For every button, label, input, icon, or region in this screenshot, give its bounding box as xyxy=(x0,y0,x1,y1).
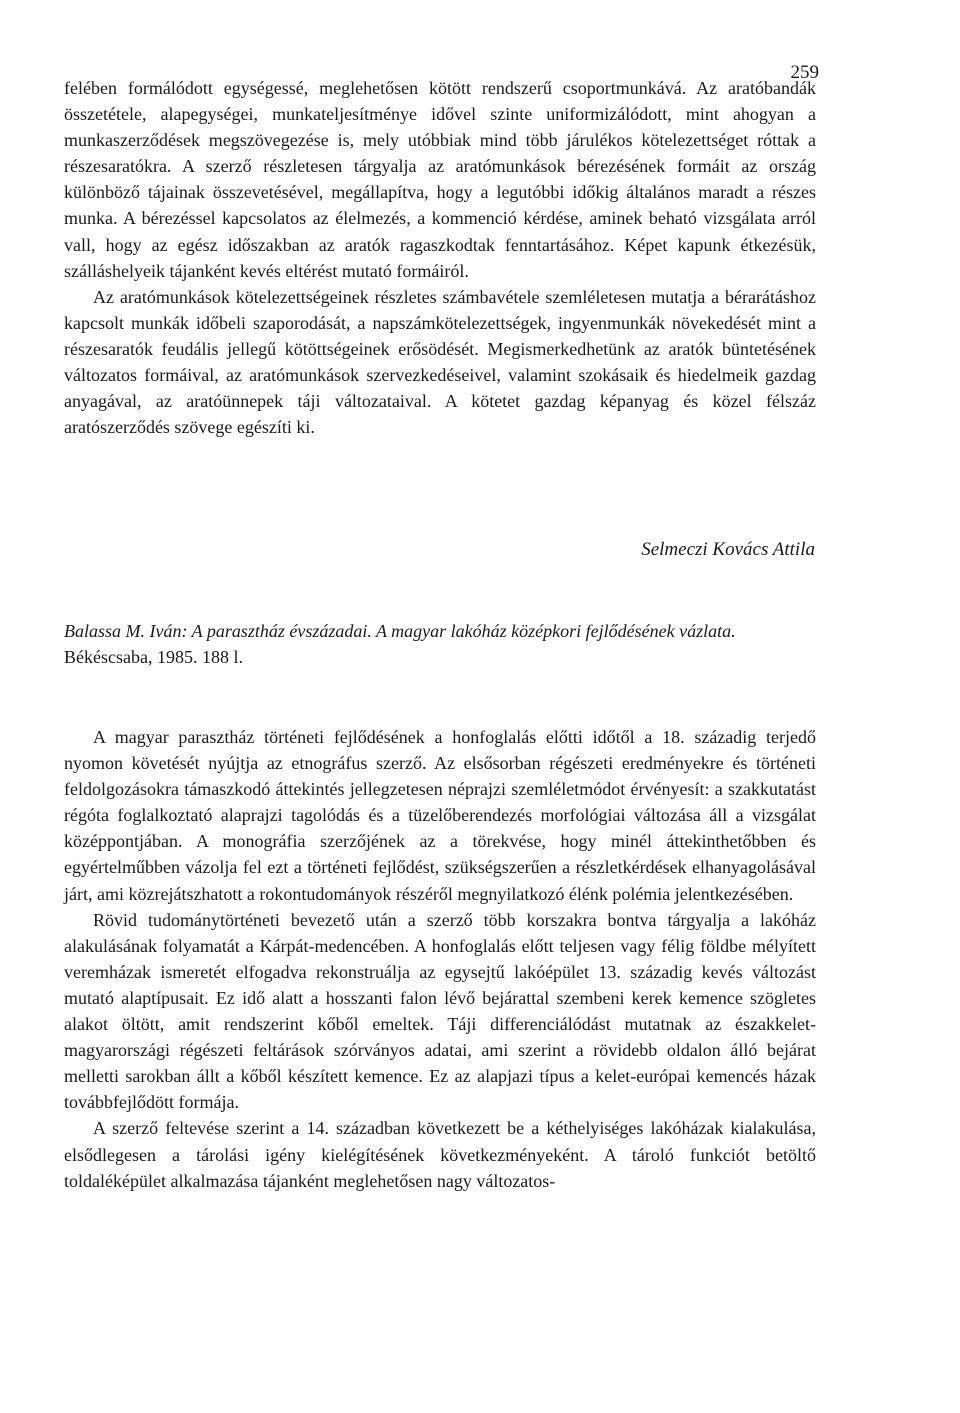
review-1-signature: Selmeczi Kovács Attila xyxy=(641,539,815,560)
book-citation xyxy=(64,618,824,670)
page-number: 259 xyxy=(790,62,819,83)
review-1-paragraph-1: felében formálódott egységessé, meglehetősen kötött rendszerű csoportmunkává. Az aratóbandák összetétele, alapegységei, munkateljesítménye idővel szinte uniformizálódott, mint ahogyan a munkaszerződések megszövegezése is, mely utóbbiak mind több járulékos kötelezettséget róttak a részesaratókra. A szerző részletesen tárgyalja az aratómunkások bérezésének formáit az ország különböző tájainak összevetésével, megállapítva, hogy a legutóbbi időkig általános maradt a részes munka. A bérezéssel kapcsolatos az élelmezés, a kommenció kérdése, aminek beható vizsgálata arról vall, hogy az egész időszakban az aratók ragaszkodtak fenntartásához. Képet kapunk étkezésük, szálláshelyeik tájanként kevés eltérést mutató formáiról. xyxy=(64,78,816,281)
review-2-paragraph-1: A magyar parasztház történeti fejlődésének a honfoglalás előtti időtől a 18. századig terjedő nyomon követését nyújtja az etnográfus szerző. Az elsősorban régészeti eredményekre és történeti feldolgozásokra támaszkodó áttekintés jellegzetesen néprajzi szemléletmódot érvényesít: a szakkutatást régóta foglalkoztató alaprajzi tagolódás és a tüzelőberendezés morfológiai változása áll a vizsgálat középpontjában. A monográfia szerzőjének az a törekvése, hogy minél áttekinthetőbben és egyértelműbben vázolja fel ezt a történeti fejlődést, szükségszerűen a részletkérdések elhanyagolásával járt, ami közrejátszhatott a rokontudományok részéről megnyilatkozó élénk polémia jelentkezésében. xyxy=(64,727,816,904)
review-2-paragraph-3: A szerző feltevése szerint a 14. században következett be a kéthelyiséges lakóházak kialakulása, elsődlegesen a tárolási igény kielégítésének következményeként. A tároló funkciót betöltő toldaléképület alkalmazása tájanként meglehetősen nagy változatos- xyxy=(64,1118,816,1191)
review-1-paragraph-2: Az aratómunkások kötelezettségeinek részletes számbavétele szemléletesen mutatja a bérarátáshoz kapcsolt munkák időbeli szaporodását, a napszámkötelezettségek, ingyenmunkák növekedését mint a részesaratók feudális jellegű kötöttségeinek erősödését. Megismerkedhetünk az aratók büntetésének változatos formáival, az aratómunkások szervezkedéseivel, valamint szokásaik és hiedelmeik gazdag anyagával, az aratóünnepek táji változataival. A kötetet gazdag képanyag és közel félszáz aratószerződés szövege egészíti ki. xyxy=(64,286,816,438)
review-2-paragraph-2: Rövid tudománytörténeti bevezető után a szerző több korszakra bontva tárgyalja a lakóház alakulásának folyamatát a Kárpát-medencében. A honfoglalás előtt teljesen vagy félig földbe mélyített veremházak ismeretét elfogadva rekonstruálja az egysejtű lakóépület 13. századig kevés változást mutató alaptípusait. Ez idő alatt a hosszanti falon lévő bejárattal szembeni kerek kemence szögletes alakot öltött, amit rendszerint kőből emeltek. Táji differenciálódást mutatnak az északkelet-magyarországi régészeti feltárások szórványos adatai, ami szerint a rövidebb oldalon álló bejárat melletti sarokban állt a kőből készített kemence. Ez az alapjazi típus a kelet-európai kemencés házak továbbfejlődött formája. xyxy=(64,909,816,1113)
review-2-text xyxy=(64,724,816,1194)
review-1-text xyxy=(64,75,816,440)
citation-author-title: Balassa M. Iván: A parasztház évszázadai. A magyar lakóház középkori fejlődésének vázlata. xyxy=(64,621,736,641)
citation-publication: Békéscsaba, 1985. 188 l. xyxy=(64,647,243,667)
